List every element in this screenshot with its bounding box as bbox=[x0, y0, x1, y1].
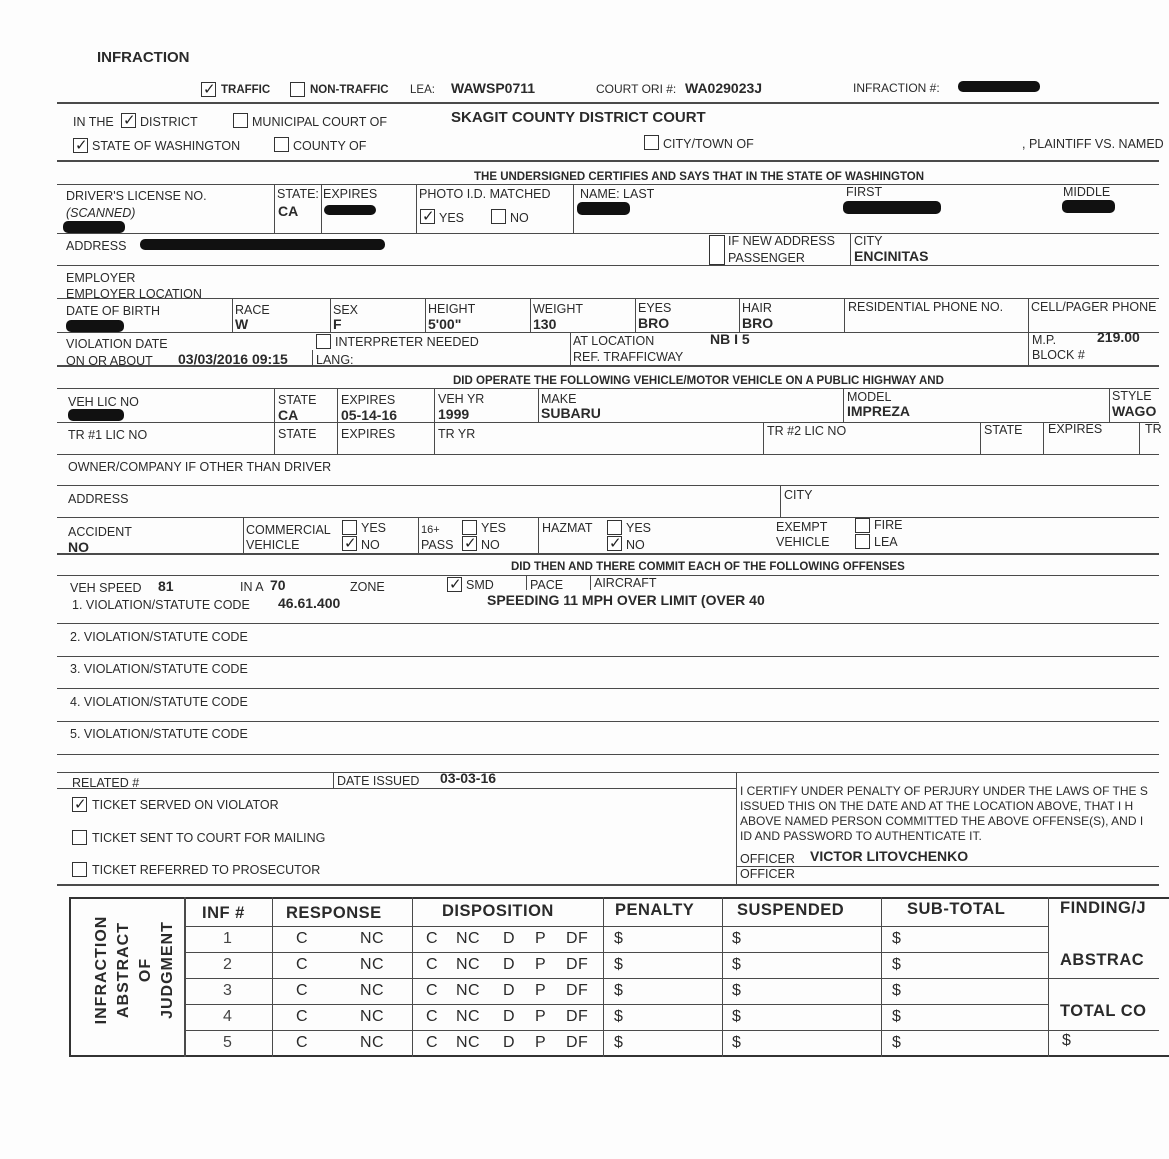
disposition-option: C bbox=[426, 982, 439, 999]
non-traffic-checkbox[interactable] bbox=[290, 82, 305, 97]
subtotal-dollar: $ bbox=[892, 1034, 902, 1051]
redacted-last-name bbox=[577, 202, 630, 215]
dl-expires-label: EXPIRES bbox=[323, 187, 378, 201]
date-issued-label: DATE ISSUED bbox=[337, 774, 420, 788]
total-dollar-sign: $ bbox=[1062, 1032, 1072, 1049]
certify-heading: THE UNDERSIGNED CERTIFIES AND SAYS THAT IN THE STATE OF WASHINGTON bbox=[474, 171, 925, 183]
violation-code-4-label: 4. VIOLATION/STATUTE CODE bbox=[70, 695, 248, 709]
side-of: OF bbox=[137, 957, 154, 983]
in-a-label: IN A bbox=[240, 580, 264, 594]
race-label: RACE bbox=[235, 303, 270, 317]
violation-code-3-label: 3. VIOLATION/STATUTE CODE bbox=[70, 662, 248, 676]
divider bbox=[57, 233, 1159, 234]
commercial-no-label: NO bbox=[361, 538, 380, 552]
redacted-infraction-number bbox=[958, 81, 1040, 92]
response-c: C bbox=[296, 982, 309, 999]
disposition-option: DF bbox=[566, 1008, 589, 1025]
vehicle-heading: DID OPERATE THE FOLLOWING VEHICLE/MOTOR VEHICLE ON A PUBLIC HIGHWAY AND bbox=[453, 375, 944, 387]
ticket-sent-label: TICKET SENT TO COURT FOR MAILING bbox=[92, 831, 326, 845]
race-value: W bbox=[235, 316, 249, 332]
divider bbox=[57, 517, 1159, 518]
tr-yr-label: TR YR bbox=[438, 427, 476, 441]
disposition-option: NC bbox=[456, 956, 481, 973]
eyes-value: BRO bbox=[638, 315, 670, 331]
court-ori-label: COURT ORI #: bbox=[596, 82, 677, 96]
divider bbox=[57, 388, 1159, 389]
tr2-expires-label: EXPIRES bbox=[1048, 422, 1103, 436]
at-location-label: AT LOCATION bbox=[573, 334, 655, 348]
sex-value: F bbox=[333, 316, 342, 332]
veh-lic-label: VEH LIC NO bbox=[68, 395, 139, 409]
hair-value: BRO bbox=[742, 315, 774, 331]
offense-heading: DID THEN AND THERE COMMIT EACH OF THE FOLLOWING OFFENSES bbox=[511, 561, 905, 573]
violation-code-5-label: 5. VIOLATION/STATUTE CODE bbox=[70, 727, 248, 741]
exempt-vehicle-label: VEHICLE bbox=[776, 535, 830, 549]
disposition-option: D bbox=[503, 1008, 516, 1025]
state-checkbox[interactable] bbox=[73, 138, 88, 153]
ticket-referred-checkbox[interactable] bbox=[72, 862, 87, 877]
divider bbox=[57, 754, 1159, 755]
city-label: CITY bbox=[854, 234, 883, 248]
district-label: DISTRICT bbox=[140, 115, 198, 129]
address-label: ADDRESS bbox=[66, 239, 127, 253]
ticket-served-label: TICKET SERVED ON VIOLATOR bbox=[92, 798, 279, 812]
disposition-option: P bbox=[535, 982, 547, 999]
subtotal-dollar: $ bbox=[892, 982, 902, 999]
divider bbox=[57, 298, 1159, 299]
lea-value: WAWSP0711 bbox=[451, 80, 536, 96]
disposition-option: C bbox=[426, 1034, 439, 1051]
traffic-checkbox[interactable] bbox=[201, 82, 216, 97]
middle-name-label: MIDDLE bbox=[1063, 185, 1111, 199]
response-nc: NC bbox=[360, 1008, 385, 1025]
disposition-option: C bbox=[426, 1008, 439, 1025]
inf-number: 4 bbox=[223, 1008, 233, 1025]
on-or-about-label: ON OR ABOUT bbox=[66, 354, 153, 368]
certify-line-2: ISSUED THIS ON THE DATE AND AT THE LOCATION ABOVE, THAT I H bbox=[740, 799, 1134, 813]
abstract-side-label bbox=[71, 899, 184, 1055]
redacted-license bbox=[63, 221, 125, 233]
certify-line-1: I CERTIFY UNDER PENALTY OF PERJURY UNDER THE LAWS OF THE S bbox=[740, 784, 1148, 798]
owner-address-label: ADDRESS bbox=[68, 492, 129, 506]
date-issued-value: 03-03-16 bbox=[440, 770, 497, 786]
mp-label: M.P. bbox=[1032, 333, 1057, 347]
side-judgment: JUDGMENT bbox=[159, 921, 176, 1019]
divider bbox=[57, 365, 1159, 367]
violation-code-2-label: 2. VIOLATION/STATUTE CODE bbox=[70, 630, 248, 644]
subtotal-dollar: $ bbox=[892, 1008, 902, 1025]
smd-label: SMD bbox=[466, 578, 494, 592]
photo-id-no-checkbox[interactable] bbox=[491, 209, 506, 224]
penalty-dollar: $ bbox=[614, 982, 624, 999]
photo-id-yes-checkbox[interactable] bbox=[420, 209, 435, 224]
weight-value: 130 bbox=[533, 316, 557, 332]
fire-label: FIRE bbox=[874, 518, 903, 532]
ref-trafficway-label: REF. TRAFFICWAY bbox=[573, 350, 684, 364]
violation-date-value: 03/03/2016 09:15 bbox=[178, 351, 288, 367]
disposition-option: P bbox=[535, 1034, 547, 1051]
ticket-sent-checkbox[interactable] bbox=[72, 830, 87, 845]
officer-label-2: OFFICER bbox=[740, 867, 795, 881]
non-traffic-label: NON-TRAFFIC bbox=[310, 84, 389, 96]
redacted-dl-expires bbox=[324, 205, 376, 215]
exempt-label: EXEMPT bbox=[776, 520, 828, 534]
divider bbox=[57, 772, 1159, 773]
district-checkbox[interactable] bbox=[121, 113, 136, 128]
disposition-option: D bbox=[503, 1034, 516, 1051]
pass-label: PASS bbox=[421, 538, 454, 552]
pass-yes-label: YES bbox=[481, 521, 507, 535]
first-name-label: FIRST bbox=[846, 185, 883, 199]
divider bbox=[57, 184, 1159, 185]
eyes-label: EYES bbox=[638, 301, 672, 315]
veh-state-label: STATE bbox=[278, 393, 317, 407]
veh-state-value: CA bbox=[278, 407, 299, 423]
plaintiff-label: , PLAINTIFF VS. NAMED bbox=[1022, 137, 1164, 151]
divider bbox=[57, 553, 1159, 555]
redacted-address bbox=[140, 239, 385, 250]
divider bbox=[57, 160, 1159, 162]
commercial-label: COMMERCIAL bbox=[246, 523, 331, 537]
divider bbox=[57, 454, 1159, 455]
divider bbox=[57, 102, 1159, 104]
violation-code-1-label: 1. VIOLATION/STATUTE CODE bbox=[72, 598, 250, 612]
dob-label: DATE OF BIRTH bbox=[66, 304, 160, 318]
veh-year-value: 1999 bbox=[438, 406, 470, 422]
tr1-state-label: STATE bbox=[278, 427, 317, 441]
municipal-checkbox[interactable] bbox=[233, 113, 248, 128]
veh-speed-value: 81 bbox=[158, 578, 174, 594]
pass-16-label: 16+ bbox=[421, 524, 440, 536]
suspended-dollar: $ bbox=[732, 982, 742, 999]
veh-speed-label: VEH SPEED bbox=[70, 581, 142, 595]
dl-state-label: STATE: bbox=[277, 187, 319, 201]
owner-city-label: CITY bbox=[784, 488, 813, 502]
lang-label: LANG: bbox=[316, 353, 354, 367]
weight-label: WEIGHT bbox=[533, 302, 583, 316]
tr1-lic-label: TR #1 LIC NO bbox=[68, 428, 148, 442]
side-abstract: ABSTRACT bbox=[115, 922, 132, 1018]
disposition-option: NC bbox=[456, 930, 481, 947]
response-nc: NC bbox=[360, 1034, 385, 1051]
zone-label: ZONE bbox=[350, 580, 385, 594]
response-nc: NC bbox=[360, 982, 385, 999]
divider bbox=[57, 623, 1159, 624]
header-response: RESPONSE bbox=[286, 904, 382, 922]
header-inf: INF # bbox=[202, 904, 245, 922]
accident-label: ACCIDENT bbox=[68, 525, 132, 539]
hair-label: HAIR bbox=[742, 301, 772, 315]
violation-1-description: SPEEDING 11 MPH OVER LIMIT (OVER 40 bbox=[487, 592, 765, 608]
interpreter-checkbox[interactable] bbox=[316, 334, 331, 349]
disposition-option: DF bbox=[566, 956, 589, 973]
disposition-option: P bbox=[535, 1008, 547, 1025]
inf-number: 5 bbox=[223, 1034, 233, 1051]
style-value: WAGO bbox=[1112, 403, 1157, 419]
commercial-yes-label: YES bbox=[361, 521, 387, 535]
smd-checkbox[interactable] bbox=[447, 577, 462, 592]
certify-line-3: ABOVE NAMED PERSON COMMITTED THE ABOVE OFFENSE(S), AND I bbox=[740, 814, 1144, 828]
new-address-checkbox[interactable] bbox=[709, 235, 725, 265]
disposition-option: NC bbox=[456, 1008, 481, 1025]
divider bbox=[57, 485, 1159, 486]
violation-date-label: VIOLATION DATE bbox=[66, 337, 168, 351]
city-town-checkbox[interactable] bbox=[644, 135, 659, 150]
sex-label: SEX bbox=[333, 303, 359, 317]
city-value: ENCINITAS bbox=[854, 248, 929, 264]
divider bbox=[57, 332, 1159, 333]
hazmat-no-label: NO bbox=[626, 538, 645, 552]
make-label: MAKE bbox=[541, 392, 577, 406]
photo-id-no-label: NO bbox=[510, 211, 529, 225]
municipal-label: MUNICIPAL COURT OF bbox=[252, 115, 387, 129]
header-sub-total: SUB-TOTAL bbox=[907, 900, 1006, 918]
make-value: SUBARU bbox=[541, 405, 601, 421]
interpreter-label: INTERPRETER NEEDED bbox=[335, 335, 479, 349]
owner-label: OWNER/COMPANY IF OTHER THAN DRIVER bbox=[68, 460, 332, 474]
response-nc: NC bbox=[360, 956, 385, 973]
violation-code-1-value: 46.61.400 bbox=[278, 595, 341, 611]
tr-cut-label: TR bbox=[1145, 422, 1162, 436]
state-of-washington-label: STATE OF WASHINGTON bbox=[92, 139, 241, 153]
employer-location-label: EMPLOYER LOCATION bbox=[66, 287, 202, 301]
redacted-veh-lic bbox=[68, 409, 124, 421]
header-suspended: SUSPENDED bbox=[737, 901, 845, 919]
disposition-option: P bbox=[535, 956, 547, 973]
cell-phone-label: CELL/PAGER PHONE bbox=[1031, 300, 1157, 314]
disposition-option: D bbox=[503, 930, 516, 947]
divider bbox=[57, 656, 1159, 657]
city-town-label: CITY/TOWN OF bbox=[663, 137, 754, 151]
abstract-label: ABSTRAC bbox=[1060, 951, 1145, 969]
inf-number: 2 bbox=[223, 956, 233, 973]
response-c: C bbox=[296, 930, 309, 947]
officer-label: OFFICER bbox=[740, 852, 795, 866]
penalty-dollar: $ bbox=[614, 956, 624, 973]
divider bbox=[57, 265, 1159, 266]
subtotal-dollar: $ bbox=[892, 930, 902, 947]
suspended-dollar: $ bbox=[732, 1008, 742, 1025]
scanned-label: (SCANNED) bbox=[66, 206, 136, 220]
new-address-label: IF NEW ADDRESS bbox=[728, 234, 835, 248]
pace-label: PACE bbox=[530, 578, 564, 592]
court-ori-value: WA029023J bbox=[685, 80, 763, 96]
subtotal-dollar: $ bbox=[892, 956, 902, 973]
inf-number: 3 bbox=[223, 982, 233, 999]
ticket-referred-label: TICKET REFERRED TO PROSECUTOR bbox=[92, 863, 321, 877]
ticket-served-checkbox[interactable] bbox=[72, 797, 87, 812]
redacted-dob bbox=[66, 320, 124, 332]
officer-name: VICTOR LITOVCHENKO bbox=[810, 848, 969, 864]
aircraft-label: AIRCRAFT bbox=[594, 576, 657, 590]
response-c: C bbox=[296, 956, 309, 973]
court-name: SKAGIT COUNTY DISTRICT COURT bbox=[451, 109, 706, 126]
penalty-dollar: $ bbox=[614, 930, 624, 947]
disposition-option: DF bbox=[566, 1034, 589, 1051]
tr2-lic-label: TR #2 LIC NO bbox=[767, 424, 847, 438]
disposition-option: DF bbox=[566, 982, 589, 999]
total-cost-label: TOTAL CO bbox=[1060, 1002, 1147, 1020]
model-value: IMPREZA bbox=[847, 403, 910, 419]
photo-id-label: PHOTO I.D. MATCHED bbox=[419, 187, 551, 201]
disposition-option: C bbox=[426, 930, 439, 947]
veh-year-label: VEH YR bbox=[438, 392, 485, 406]
hazmat-yes-label: YES bbox=[626, 521, 652, 535]
disposition-option: D bbox=[503, 982, 516, 999]
divider bbox=[57, 721, 1159, 722]
mp-value: 219.00 bbox=[1097, 329, 1140, 345]
fire-checkbox[interactable] bbox=[855, 518, 870, 533]
hazmat-label: HAZMAT bbox=[542, 521, 593, 535]
block-label: BLOCK # bbox=[1032, 348, 1085, 362]
disposition-option: D bbox=[503, 956, 516, 973]
hazmat-yes-checkbox[interactable] bbox=[607, 520, 622, 535]
lea-label: LEA: bbox=[410, 84, 435, 96]
header-penalty: PENALTY bbox=[615, 901, 695, 919]
model-label: MODEL bbox=[847, 390, 892, 404]
related-label: RELATED # bbox=[72, 776, 140, 790]
passenger-label: PASSENGER bbox=[728, 251, 805, 265]
dl-state-value: CA bbox=[278, 203, 299, 219]
disposition-option: NC bbox=[456, 1034, 481, 1051]
pass-yes-checkbox[interactable] bbox=[462, 520, 477, 535]
veh-expires-label: EXPIRES bbox=[341, 393, 396, 407]
commercial-no-checkbox[interactable] bbox=[342, 536, 357, 551]
response-c: C bbox=[296, 1034, 309, 1051]
drivers-license-label: DRIVER'S LICENSE NO. bbox=[66, 189, 207, 203]
disposition-option: C bbox=[426, 956, 439, 973]
header-finding: FINDING/J bbox=[1060, 899, 1147, 917]
commercial-vehicle-label: VEHICLE bbox=[246, 538, 300, 552]
photo-id-yes-label: YES bbox=[439, 211, 465, 225]
tr2-state-label: STATE bbox=[984, 423, 1023, 437]
style-label: STYLE bbox=[1112, 389, 1152, 403]
disposition-option: NC bbox=[456, 982, 481, 999]
pass-no-label: NO bbox=[481, 538, 500, 552]
accident-value: NO bbox=[68, 539, 89, 555]
response-c: C bbox=[296, 1008, 309, 1025]
certify-line-4: ID AND PASSWORD TO AUTHENTICATE IT. bbox=[740, 829, 982, 843]
traffic-label: TRAFFIC bbox=[221, 84, 271, 96]
veh-expires-value: 05-14-16 bbox=[341, 407, 398, 423]
height-value: 5'00" bbox=[428, 316, 462, 332]
redacted-middle-name bbox=[1062, 200, 1115, 213]
pass-no-checkbox[interactable] bbox=[462, 536, 477, 551]
residential-phone-label: RESIDENTIAL PHONE NO. bbox=[848, 300, 1004, 314]
commercial-yes-checkbox[interactable] bbox=[342, 520, 357, 535]
header-disposition: DISPOSITION bbox=[442, 902, 554, 920]
redacted-first-name bbox=[843, 201, 941, 214]
in-the-label: IN THE bbox=[73, 115, 114, 129]
lea-exempt-checkbox[interactable] bbox=[855, 534, 870, 549]
name-last-label: NAME: LAST bbox=[580, 187, 655, 201]
form-title: INFRACTION bbox=[97, 49, 190, 66]
inf-number: 1 bbox=[223, 930, 233, 947]
location-value: NB I 5 bbox=[710, 331, 750, 347]
penalty-dollar: $ bbox=[614, 1008, 624, 1025]
divider bbox=[57, 884, 1159, 886]
employer-label: EMPLOYER bbox=[66, 271, 136, 285]
disposition-option: DF bbox=[566, 930, 589, 947]
disposition-option: P bbox=[535, 930, 547, 947]
tr1-expires-label: EXPIRES bbox=[341, 427, 396, 441]
infraction-number-label: INFRACTION #: bbox=[853, 81, 940, 95]
county-checkbox[interactable] bbox=[274, 137, 289, 152]
height-label: HEIGHT bbox=[428, 302, 476, 316]
penalty-dollar: $ bbox=[614, 1034, 624, 1051]
hazmat-no-checkbox[interactable] bbox=[607, 536, 622, 551]
response-nc: NC bbox=[360, 930, 385, 947]
lea-exempt-label: LEA bbox=[874, 535, 898, 549]
suspended-dollar: $ bbox=[732, 1034, 742, 1051]
suspended-dollar: $ bbox=[732, 930, 742, 947]
side-infraction: INFRACTION bbox=[93, 915, 110, 1025]
speed-limit-value: 70 bbox=[270, 577, 286, 593]
suspended-dollar: $ bbox=[732, 956, 742, 973]
divider bbox=[57, 688, 1159, 689]
county-label: COUNTY OF bbox=[293, 139, 367, 153]
